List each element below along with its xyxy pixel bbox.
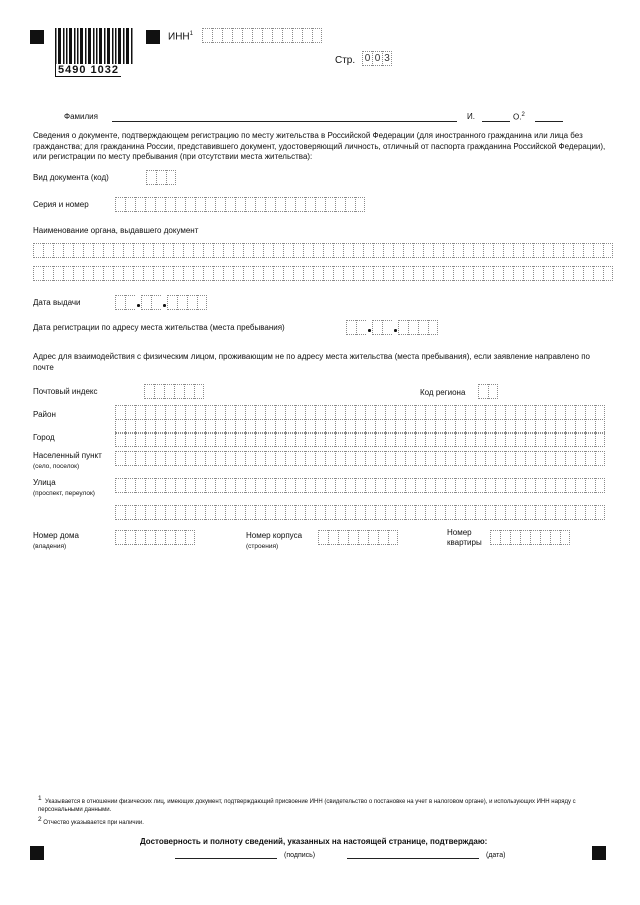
inn-label: ИНН$^1$ [168,31,193,43]
page-digit: 3 [382,51,392,66]
apartment-number-cells[interactable] [490,530,570,545]
street-cells-row-2[interactable] [115,505,605,520]
house-number-cells[interactable] [115,530,195,545]
page-digit: 0 [362,51,372,66]
street-cells-row-1[interactable] [115,478,605,493]
registration-marker-top-left [30,30,44,44]
registration-marker-top-mid [146,30,160,44]
issue-date-label: Дата выдачи [33,298,81,307]
city-label: Город [33,433,55,442]
district-cells[interactable] [115,405,605,420]
series-number-label: Серия и номер [33,200,89,209]
initial-i-label: И. [467,112,475,121]
settlement-label: Населенный пункт (село, поселок) [33,451,102,470]
inn-cells[interactable] [202,28,322,43]
issuer-label: Наименование органа, выдавшего документ [33,226,199,235]
postal-code-cells[interactable] [144,384,204,399]
footnote-1: $^1$ Указывается в отношении физических лиц, имеющих документ, подтверждающий присвоение ИНН (свидетельство о постановке на учет в налоговом органе), и использующих ИНН наряду с персональными данными. [38,795,576,813]
page-number-cells [362,51,392,66]
confirmation-text: Достоверность и полноту сведений, указанных на настоящей странице, подтверждаю: [140,837,488,846]
region-code-label: Код региона [420,388,466,397]
barcode-number: 5490 1032 [55,64,121,77]
registration-marker-bottom-left [30,846,44,860]
series-number-cells[interactable] [115,197,365,212]
surname-label: Фамилия [64,112,98,121]
postal-code-label: Почтовый индекс [33,387,98,396]
settlement-cells[interactable] [115,451,605,466]
surname-line[interactable] [112,121,457,122]
apartment-number-label: Номер квартиры [447,528,482,547]
doc-type-label: Вид документа (код) [33,173,109,182]
region-code-cells[interactable] [478,384,498,399]
registration-date-cells[interactable] [346,320,438,335]
footnote-2: $^2$ Отчество указывается при наличии. [38,816,144,826]
street-label: Улица (проспект, переулок) [33,478,95,497]
page-label: Стр. [335,55,356,66]
date-line[interactable] [347,858,479,859]
city-cells[interactable] [115,432,605,447]
page-digit: 0 [372,51,382,66]
address-intro-text: Адрес для взаимодействия с физическим лицом, проживающим не по адресу места жительства (места пребывания), если заявление направлено по почте [33,352,591,372]
initial-o-label: О.$^2$ [513,112,525,122]
residence-intro-text: Сведения о документе, подтверждающем регистрацию по месту жительства в Российской Федерации (для иностранного гражданина или лица без гражданства; для гражданина России, представившего документ, удостоверяющий личность, отличный от паспорта гражданина Российской Федерации), или регистрации по месту пребывания (при отсутствии места жительства): [33,131,606,161]
registration-marker-bottom-right [592,846,606,860]
signature-line[interactable] [175,858,277,859]
issue-date-cells[interactable] [115,295,207,310]
building-number-label: Номер корпуса (строения) [246,531,303,550]
issuer-cells-row-2[interactable] [33,266,613,281]
barcode-image [55,28,135,68]
initial-i-line[interactable] [482,121,510,122]
initial-o-line[interactable] [535,121,563,122]
issuer-cells-row-1[interactable] [33,243,613,258]
district-label: Район [33,410,56,419]
registration-date-label: Дата регистрации по адресу места жительства (места пребывания) [33,323,285,332]
house-number-label: Номер дома (владения) [33,531,79,550]
signature-label: (подпись) [284,852,316,859]
date-label: (дата) [486,852,506,859]
doc-type-cells[interactable] [146,170,176,185]
building-number-cells[interactable] [318,530,398,545]
